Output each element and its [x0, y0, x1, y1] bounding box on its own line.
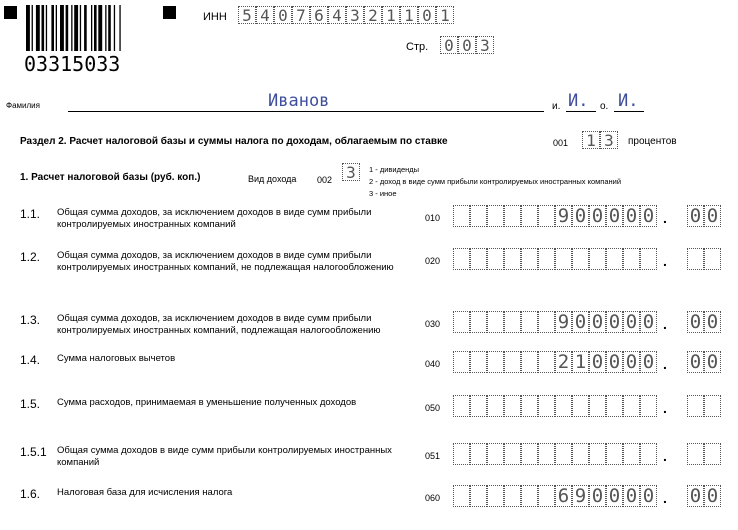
digit-cell[interactable]	[453, 311, 470, 333]
section-code: 001	[553, 138, 569, 148]
digit-cell[interactable]: 0	[572, 311, 589, 333]
row-description: Общая сумма доходов в виде сумм прибыли контролируемых иностранных компаний	[57, 445, 392, 468]
row-description: Общая сумма доходов, за исключением доходов в виде сумм прибыли контролируемых иностранных компаний	[57, 207, 372, 230]
decimal-separator: .	[663, 400, 667, 416]
digit-cell[interactable]: 0	[606, 311, 623, 333]
digit-cell[interactable]: 0	[418, 6, 436, 24]
barcode-bar	[80, 5, 81, 51]
digit-cell[interactable]	[640, 443, 657, 465]
digit-cell[interactable]: 9	[555, 311, 572, 333]
digit-cell[interactable]: 0	[704, 311, 721, 333]
digit-cell[interactable]	[487, 395, 504, 417]
income-type-option-1: 1 - дивиденды	[369, 165, 420, 174]
digit-cell[interactable]	[470, 485, 487, 507]
digit-cell[interactable]: 2	[555, 351, 572, 373]
barcode-bar	[74, 5, 78, 51]
digit-cell[interactable]: 0	[440, 36, 458, 54]
row-number: 1.3.	[20, 313, 41, 327]
name-initial-underline	[566, 111, 596, 112]
digit-cell[interactable]: 5	[238, 6, 256, 24]
digit-cell[interactable]	[555, 248, 572, 270]
digit-cell[interactable]	[589, 443, 606, 465]
digit-cell[interactable]: 0	[623, 351, 640, 373]
digit-cell[interactable]	[521, 248, 538, 270]
digit-cell[interactable]	[538, 443, 555, 465]
barcode-bar	[60, 5, 64, 51]
digit-cell[interactable]: 4	[328, 6, 346, 24]
digit-cell[interactable]: 3	[476, 36, 494, 54]
digit-cell[interactable]	[521, 395, 538, 417]
row-code: 060	[425, 493, 441, 503]
row-number: 1.5.1	[20, 445, 47, 459]
corner-marker-right	[163, 6, 176, 19]
digit-cell[interactable]: 0	[687, 485, 704, 507]
digit-cell[interactable]: 0	[623, 205, 640, 227]
digit-cell[interactable]: 0	[606, 351, 623, 373]
barcode-bar	[32, 5, 33, 51]
digit-cell[interactable]	[623, 443, 640, 465]
digit-cell[interactable]: 0	[589, 205, 606, 227]
digit-cell[interactable]: 0	[623, 485, 640, 507]
kopecks-cells	[687, 351, 721, 373]
digit-cell[interactable]: 4	[256, 6, 274, 24]
rubles-cells	[453, 351, 657, 373]
digit-cell[interactable]: 3	[346, 6, 364, 24]
income-type-option-2: 2 - доход в виде сумм прибыли контролируемых иностранных компаний	[369, 177, 622, 186]
page-cells	[440, 36, 494, 54]
digit-cell[interactable]: 0	[274, 6, 292, 24]
digit-cell[interactable]	[470, 395, 487, 417]
digit-cell[interactable]: 0	[623, 311, 640, 333]
row-number: 1.2.	[20, 250, 41, 264]
kopecks-cells	[687, 311, 721, 333]
digit-cell[interactable]	[470, 205, 487, 227]
digit-cell[interactable]	[704, 443, 721, 465]
barcode-bar	[46, 5, 47, 51]
digit-cell[interactable]: 0	[606, 205, 623, 227]
page-label: Стр.	[406, 41, 429, 53]
rubles-cells	[453, 205, 657, 227]
row-code: 030	[425, 319, 441, 329]
digit-cell[interactable]	[487, 205, 504, 227]
barcode-bar	[98, 5, 102, 51]
kopecks-cells	[687, 395, 721, 417]
barcode-bar	[36, 5, 40, 51]
surname-label: Фамилия	[6, 101, 40, 110]
digit-cell[interactable]	[606, 248, 623, 270]
income-type-code: 002	[317, 175, 333, 185]
barcode-bar	[42, 5, 45, 51]
decimal-separator: .	[663, 316, 667, 332]
digit-cell[interactable]	[487, 311, 504, 333]
digit-cell[interactable]	[538, 205, 555, 227]
digit-cell[interactable]: 1	[572, 351, 589, 373]
income-type-option-3: 3 - иное	[369, 189, 397, 198]
digit-cell[interactable]	[538, 311, 555, 333]
row-description: Сумма расходов, принимаемая в уменьшение полученных доходов	[57, 397, 357, 408]
digit-cell[interactable]	[589, 248, 606, 270]
digit-cell[interactable]	[704, 395, 721, 417]
rubles-cells	[453, 485, 657, 507]
barcode-bar	[56, 5, 57, 51]
digit-cell[interactable]: 6	[555, 485, 572, 507]
digit-cell[interactable]	[453, 248, 470, 270]
digit-cell[interactable]	[487, 443, 504, 465]
digit-cell[interactable]: 3	[600, 131, 618, 149]
digit-cell[interactable]	[521, 311, 538, 333]
digit-cell[interactable]	[504, 443, 521, 465]
digit-cell[interactable]	[470, 443, 487, 465]
surname-underline	[68, 111, 544, 112]
digit-cell[interactable]	[538, 248, 555, 270]
barcode-bar	[71, 5, 72, 51]
digit-cell[interactable]	[453, 485, 470, 507]
digit-cell[interactable]: 7	[292, 6, 310, 24]
digit-cell[interactable]	[538, 485, 555, 507]
rubles-cells	[453, 443, 657, 465]
digit-cell[interactable]: 1	[400, 6, 418, 24]
inn-label: ИНН	[203, 11, 227, 23]
row-code: 020	[425, 256, 441, 266]
digit-cell[interactable]: 0	[458, 36, 476, 54]
income-type-label: Вид дохода	[248, 174, 297, 184]
row-description: Налоговая база для исчисления налога	[57, 487, 233, 498]
row-number: 1.4.	[20, 353, 41, 367]
digit-cell[interactable]	[453, 395, 470, 417]
kopecks-cells	[687, 205, 721, 227]
corner-marker-left	[4, 6, 17, 19]
digit-cell[interactable]: 0	[704, 485, 721, 507]
digit-cell[interactable]	[687, 395, 704, 417]
barcode-bar	[26, 5, 30, 51]
digit-cell[interactable]	[640, 248, 657, 270]
digit-cell[interactable]	[687, 248, 704, 270]
digit-cell[interactable]	[623, 248, 640, 270]
digit-cell[interactable]: 0	[606, 485, 623, 507]
row-number: 1.6.	[20, 487, 41, 501]
digit-cell[interactable]: 0	[640, 205, 657, 227]
inn-cells	[238, 6, 454, 24]
name-initial-value: И.	[568, 91, 589, 111]
digit-cell[interactable]	[538, 351, 555, 373]
digit-cell[interactable]	[521, 205, 538, 227]
rate-cells	[582, 131, 618, 149]
row-description: Общая сумма доходов, за исключением доходов в виде сумм прибыли контролируемых иностранных компаний, подлежащая налогообложению	[57, 313, 381, 336]
kopecks-cells	[687, 248, 721, 270]
decimal-separator: .	[663, 490, 667, 506]
digit-cell[interactable]	[704, 248, 721, 270]
digit-cell[interactable]: 9	[555, 205, 572, 227]
digit-cell[interactable]	[640, 395, 657, 417]
digit-cell[interactable]: 0	[589, 485, 606, 507]
digit-cell[interactable]	[555, 443, 572, 465]
digit-cell[interactable]	[453, 351, 470, 373]
digit-cell[interactable]: 9	[572, 485, 589, 507]
digit-cell[interactable]	[487, 248, 504, 270]
row-code: 040	[425, 359, 441, 369]
digit-cell[interactable]	[487, 351, 504, 373]
name-initial-label: и.	[552, 101, 561, 112]
row-description: Общая сумма доходов, за исключением доходов в виде сумм прибыли контролируемых иностранных компаний, не подлежащая налогообложению	[57, 250, 394, 273]
digit-cell[interactable]: 1	[382, 6, 400, 24]
digit-cell[interactable]: 0	[589, 311, 606, 333]
digit-cell[interactable]	[504, 395, 521, 417]
row-number: 1.1.	[20, 207, 41, 221]
digit-cell[interactable]	[606, 443, 623, 465]
kopecks-cells	[687, 485, 721, 507]
digit-cell[interactable]	[572, 443, 589, 465]
digit-cell[interactable]	[504, 485, 521, 507]
row-code: 010	[425, 213, 441, 223]
digit-cell[interactable]	[504, 205, 521, 227]
surname-value: Иванов	[268, 91, 330, 111]
section-title: Раздел 2. Расчет налоговой базы и суммы налога по доходам, облагаемым по ставке	[20, 136, 448, 147]
barcode-bar	[51, 5, 54, 51]
digit-cell[interactable]	[504, 351, 521, 373]
subsection-title: 1. Расчет налоговой базы (руб. коп.)	[20, 172, 201, 183]
barcode-bar	[91, 5, 92, 51]
decimal-separator: .	[663, 448, 667, 464]
digit-cell[interactable]	[589, 395, 606, 417]
barcode-number: 03315033	[24, 52, 121, 76]
digit-cell[interactable]	[453, 443, 470, 465]
decimal-separator: .	[663, 210, 667, 226]
barcode-bar	[66, 5, 69, 51]
barcode-bar	[114, 5, 115, 51]
digit-cell[interactable]: 0	[687, 205, 704, 227]
rubles-cells	[453, 395, 657, 417]
row-code: 051	[425, 451, 441, 461]
digit-cell[interactable]	[470, 351, 487, 373]
digit-cell[interactable]: 6	[310, 6, 328, 24]
row-code: 050	[425, 403, 441, 413]
barcode	[26, 5, 150, 53]
decimal-separator: .	[663, 253, 667, 269]
digit-cell[interactable]	[687, 443, 704, 465]
digit-cell[interactable]: 2	[364, 6, 382, 24]
digit-cell[interactable]	[623, 395, 640, 417]
income-type-value[interactable]: 3	[342, 163, 360, 181]
digit-cell[interactable]: 0	[640, 311, 657, 333]
patronymic-initial-value: И.	[618, 91, 639, 111]
digit-cell[interactable]: 1	[582, 131, 600, 149]
digit-cell[interactable]	[555, 395, 572, 417]
digit-cell[interactable]: 0	[687, 351, 704, 373]
digit-cell[interactable]	[572, 248, 589, 270]
barcode-bar	[119, 5, 120, 51]
row-description: Сумма налоговых вычетов	[57, 353, 176, 364]
digit-cell[interactable]: 0	[704, 351, 721, 373]
barcode-bar	[94, 5, 97, 51]
digit-cell[interactable]	[504, 248, 521, 270]
digit-cell[interactable]	[504, 311, 521, 333]
rubles-cells	[453, 311, 657, 333]
kopecks-cells	[687, 443, 721, 465]
digit-cell[interactable]	[470, 311, 487, 333]
patronymic-initial-label: о.	[600, 101, 609, 112]
digit-cell[interactable]	[487, 485, 504, 507]
patronymic-initial-underline	[614, 111, 644, 112]
digit-cell[interactable]: 0	[640, 351, 657, 373]
income-type-cell	[342, 163, 360, 181]
digit-cell[interactable]: 0	[589, 351, 606, 373]
barcode-bar	[108, 5, 111, 51]
digit-cell[interactable]	[453, 205, 470, 227]
digit-cell[interactable]	[521, 485, 538, 507]
barcode-bar	[105, 5, 106, 51]
digit-cell[interactable]	[606, 395, 623, 417]
digit-cell[interactable]	[470, 248, 487, 270]
digit-cell[interactable]: 0	[704, 205, 721, 227]
barcode-bar	[84, 5, 87, 51]
rate-unit: процентов	[628, 136, 677, 147]
row-number: 1.5.	[20, 397, 41, 411]
rubles-cells	[453, 248, 657, 270]
digit-cell[interactable]: 0	[572, 205, 589, 227]
digit-cell[interactable]	[521, 351, 538, 373]
digit-cell[interactable]: 0	[687, 311, 704, 333]
digit-cell[interactable]: 0	[640, 485, 657, 507]
digit-cell[interactable]	[572, 395, 589, 417]
digit-cell[interactable]	[521, 443, 538, 465]
digit-cell[interactable]	[538, 395, 555, 417]
decimal-separator: .	[663, 356, 667, 372]
digit-cell[interactable]: 1	[436, 6, 454, 24]
